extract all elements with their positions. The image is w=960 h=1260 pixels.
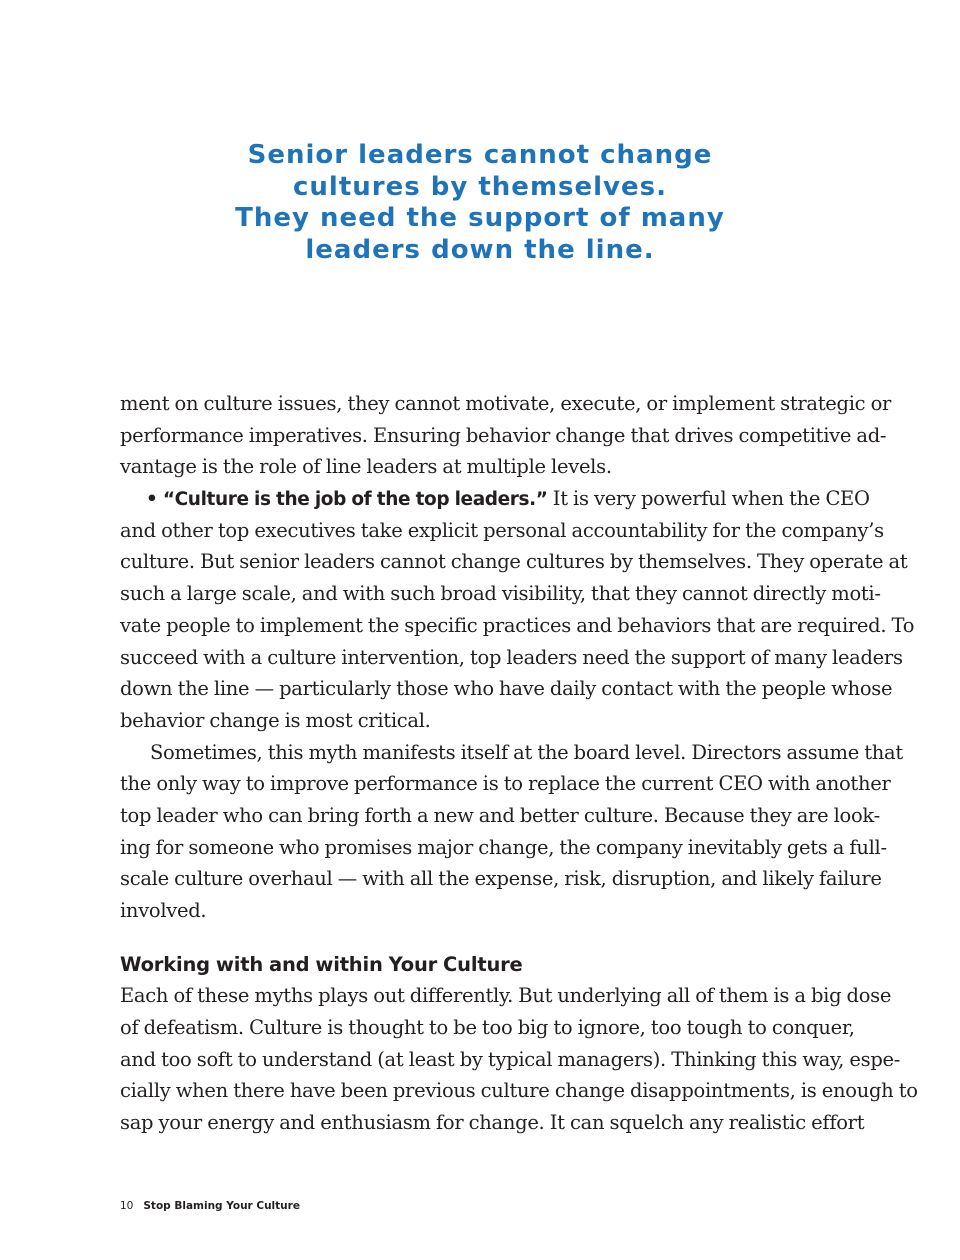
pull-quote-line: leaders down the line. xyxy=(305,234,655,265)
text-line: vate people to implement the specific practices and behaviors that are required. To xyxy=(120,613,915,637)
page-number: 10 xyxy=(120,1200,134,1212)
running-title: Stop Blaming Your Culture xyxy=(143,1200,300,1212)
text-line: of defeatism. Culture is thought to be too big to ignore, too tough to conquer, xyxy=(120,1016,855,1040)
text-line: performance imperatives. Ensuring behavior change that drives competitive ad- xyxy=(120,423,887,447)
text-line: sap your energy and enthusiasm for change. It can squelch any realistic effort xyxy=(120,1111,865,1135)
paragraph-bullet-top-leaders xyxy=(120,483,915,737)
paragraph-continuation xyxy=(120,388,892,483)
text-line: and too soft to understand (at least by typical managers). Thinking this way, espe- xyxy=(120,1047,901,1071)
text-line: involved. xyxy=(120,899,207,922)
paragraph-board-level xyxy=(120,737,903,927)
text-line: succeed with a culture intervention, top leaders need the support of many leaders xyxy=(120,645,903,669)
paragraph-myths xyxy=(120,980,918,1138)
text-line: ment on culture issues, they cannot motivate, execute, or implement strategic or xyxy=(120,392,892,415)
pull-quote xyxy=(0,140,960,266)
text-line: and other top executives take explicit personal accountability for the company’s xyxy=(120,518,884,542)
section-heading: Working with and within Your Culture xyxy=(120,952,523,976)
pull-quote-line: cultures by themselves. xyxy=(293,171,667,202)
text-line: vantage is the role of line leaders at multiple levels. xyxy=(120,455,612,479)
pull-quote-line: They need the support of many xyxy=(235,203,725,233)
text-line: culture. But senior leaders cannot change cultures by themselves. They operate at xyxy=(120,550,908,574)
text-line: behavior change is most critical. xyxy=(120,708,431,732)
bullet-rest: It is very powerful when the CEO xyxy=(547,487,870,511)
text-line: Each of these myths plays out differently. But underlying all of them is a big dose xyxy=(120,984,892,1008)
text-line: scale culture overhaul — with all the expense, risk, disruption, and likely failure xyxy=(120,867,882,891)
text-line: cially when there have been previous culture change disappointments, is enough to xyxy=(120,1079,918,1103)
body-text xyxy=(120,388,918,1139)
page-footer xyxy=(120,1200,300,1212)
pull-quote-line: Senior leaders cannot change xyxy=(247,140,713,170)
text-line: Sometimes, this myth manifests itself at the board level. Directors assume that xyxy=(150,740,903,764)
text-line: ing for someone who promises major change, the company inevitably gets a full- xyxy=(120,835,887,859)
text-line: such a large scale, and with such broad visibility, that they cannot directly moti- xyxy=(120,582,881,606)
text-line: down the line — particularly those who have daily contact with the people whose xyxy=(120,677,893,701)
text-line: the only way to improve performance is to replace the current CEO with another xyxy=(120,772,891,796)
text-line: top leader who can bring forth a new and better culture. Because they are look- xyxy=(120,803,880,827)
text-line xyxy=(120,483,870,515)
bullet-lead: • “Culture is the job of the top leaders.” xyxy=(146,489,548,511)
